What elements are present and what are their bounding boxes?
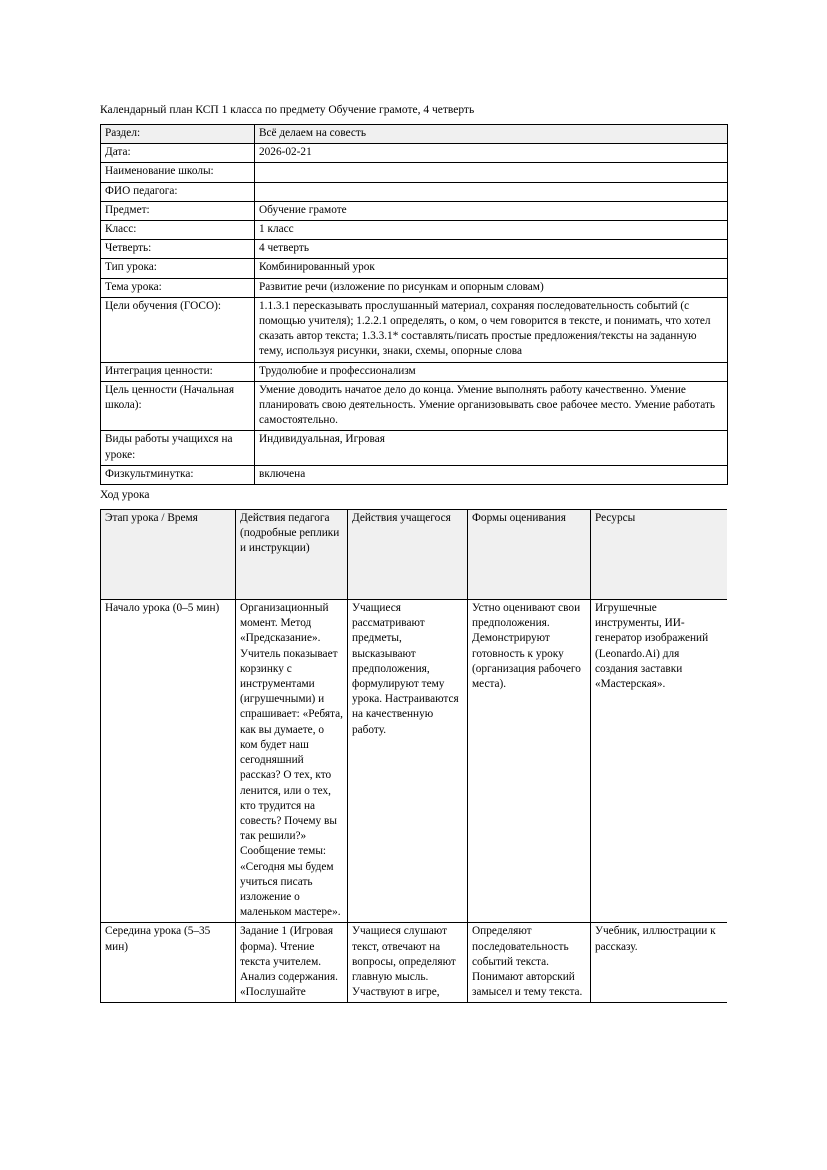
info-value-cell: Умение доводить начатое дело до конца. Умение выполнять работу качественно. Умение планировать свою деятельность. Умение организовывать свое рабочее место. Умение работать самостоятельно. xyxy=(255,381,728,431)
page-title: Календарный план КСП 1 класса по предмету Обучение грамоте, 4 четверть xyxy=(100,104,475,116)
info-value-cell: 1.1.3.1 пересказывать прослушанный материал, сохраняя последовательность событий (с помощью учителя); 1.2.2.1 определять, о ком, о чем говорится в тексте, и понимать, что хотел сказать автор текста; 1.3.3.1* составлять/писать простые предложения/тексты на заданную тему, используя рисунки, знаки, схемы, опорные слова xyxy=(255,297,728,362)
info-value-cell: 2026-02-21 xyxy=(255,144,728,163)
table-row xyxy=(101,297,728,362)
teacher-actions-cell: Задание 1 (Игровая форма). Чтение текста учителем. Анализ содержания. «Послушайте xyxy=(236,923,348,1003)
info-label-cell: ФИО педагога: xyxy=(101,182,255,201)
column-header: Действия педагога (подробные реплики и инструкции) xyxy=(236,510,348,600)
table-row xyxy=(101,201,728,220)
table-row xyxy=(101,465,728,484)
table-row xyxy=(101,431,728,465)
info-value-cell: Развитие речи (изложение по рисункам и опорным словам) xyxy=(255,278,728,297)
info-value-cell xyxy=(255,163,728,182)
info-label-cell: Физкультминутка: xyxy=(101,465,255,484)
info-value-cell: 4 четверть xyxy=(255,240,728,259)
resources-cell: Учебник, иллюстрации к рассказу. xyxy=(591,923,728,1003)
student-actions-cell: Учащиеся слушают текст, отвечают на вопросы, определяют главную мысль. Участвуют в игре, xyxy=(348,923,468,1003)
stage-cell: Середина урока (5–35 мин) xyxy=(101,923,236,1003)
info-value-cell: Всё делаем на совесть xyxy=(255,125,728,144)
info-label-cell: Цели обучения (ГОСО): xyxy=(101,297,255,362)
column-header: Ресурсы xyxy=(591,510,728,600)
info-value-cell xyxy=(255,182,728,201)
lesson-plan-table xyxy=(100,509,727,1003)
table-row xyxy=(101,163,728,182)
info-label-cell: Предмет: xyxy=(101,201,255,220)
lesson-plan-clip xyxy=(100,509,727,1087)
table-row xyxy=(101,144,728,163)
info-label-cell: Наименование школы: xyxy=(101,163,255,182)
info-label-cell: Виды работы учащихся на уроке: xyxy=(101,431,255,465)
table-row xyxy=(101,259,728,278)
lesson-info-table xyxy=(100,124,728,485)
table-row xyxy=(101,182,728,201)
lesson-plan-head xyxy=(101,510,728,600)
table-row xyxy=(101,221,728,240)
section-label-lesson-flow: Ход урока xyxy=(100,489,150,502)
info-label-cell: Интеграция ценности: xyxy=(101,362,255,381)
table-row xyxy=(101,381,728,431)
table-header-row xyxy=(101,510,728,600)
table-row xyxy=(101,362,728,381)
info-label-cell: Четверть: xyxy=(101,240,255,259)
resources-cell: Игрушечные инструменты, ИИ-генератор изображений (Leonardo.Ai) для создания заставки «Мастерская». xyxy=(591,600,728,923)
teacher-actions-cell: Организационный момент. Метод «Предсказание». Учитель показывает корзинку с инструментами (игрушечными) и спрашивает: «Ребята, как вы думаете, о ком будет наш сегодняшний рассказ? О тех, кто ленится, или о тех, кто трудится на совесть? Почему вы так решили?» Сообщение темы: «Сегодня мы будем учиться писать изложение о маленьком мастере». xyxy=(236,600,348,923)
table-row xyxy=(101,600,728,923)
info-label-cell: Цель ценности (Начальная школа): xyxy=(101,381,255,431)
table-row xyxy=(101,125,728,144)
info-value-cell: включена xyxy=(255,465,728,484)
info-label-cell: Дата: xyxy=(101,144,255,163)
info-value-cell: Трудолюбие и профессионализм xyxy=(255,362,728,381)
column-header: Действия учащегося xyxy=(348,510,468,600)
stage-cell: Начало урока (0–5 мин) xyxy=(101,600,236,923)
info-label-cell: Раздел: xyxy=(101,125,255,144)
info-value-cell: Комбинированный урок xyxy=(255,259,728,278)
lesson-plan-body xyxy=(101,600,728,1003)
info-value-cell: Индивидуальная, Игровая xyxy=(255,431,728,465)
lesson-info-body xyxy=(101,125,728,485)
assessment-cell: Устно оценивают свои предположения. Демонстрируют готовность к уроку (организация рабочего места). xyxy=(468,600,591,923)
column-header: Этап урока / Время xyxy=(101,510,236,600)
info-value-cell: Обучение грамоте xyxy=(255,201,728,220)
table-row xyxy=(101,240,728,259)
table-row xyxy=(101,278,728,297)
assessment-cell: Определяют последовательность событий текста. Понимают авторский замысел и тему текста. xyxy=(468,923,591,1003)
info-label-cell: Тип урока: xyxy=(101,259,255,278)
info-label-cell: Класс: xyxy=(101,221,255,240)
info-label-cell: Тема урока: xyxy=(101,278,255,297)
table-row xyxy=(101,923,728,1003)
student-actions-cell: Учащиеся рассматривают предметы, высказывают предположения, формулируют тему урока. Настраиваются на качественную работу. xyxy=(348,600,468,923)
column-header: Формы оценивания xyxy=(468,510,591,600)
info-value-cell: 1 класс xyxy=(255,221,728,240)
